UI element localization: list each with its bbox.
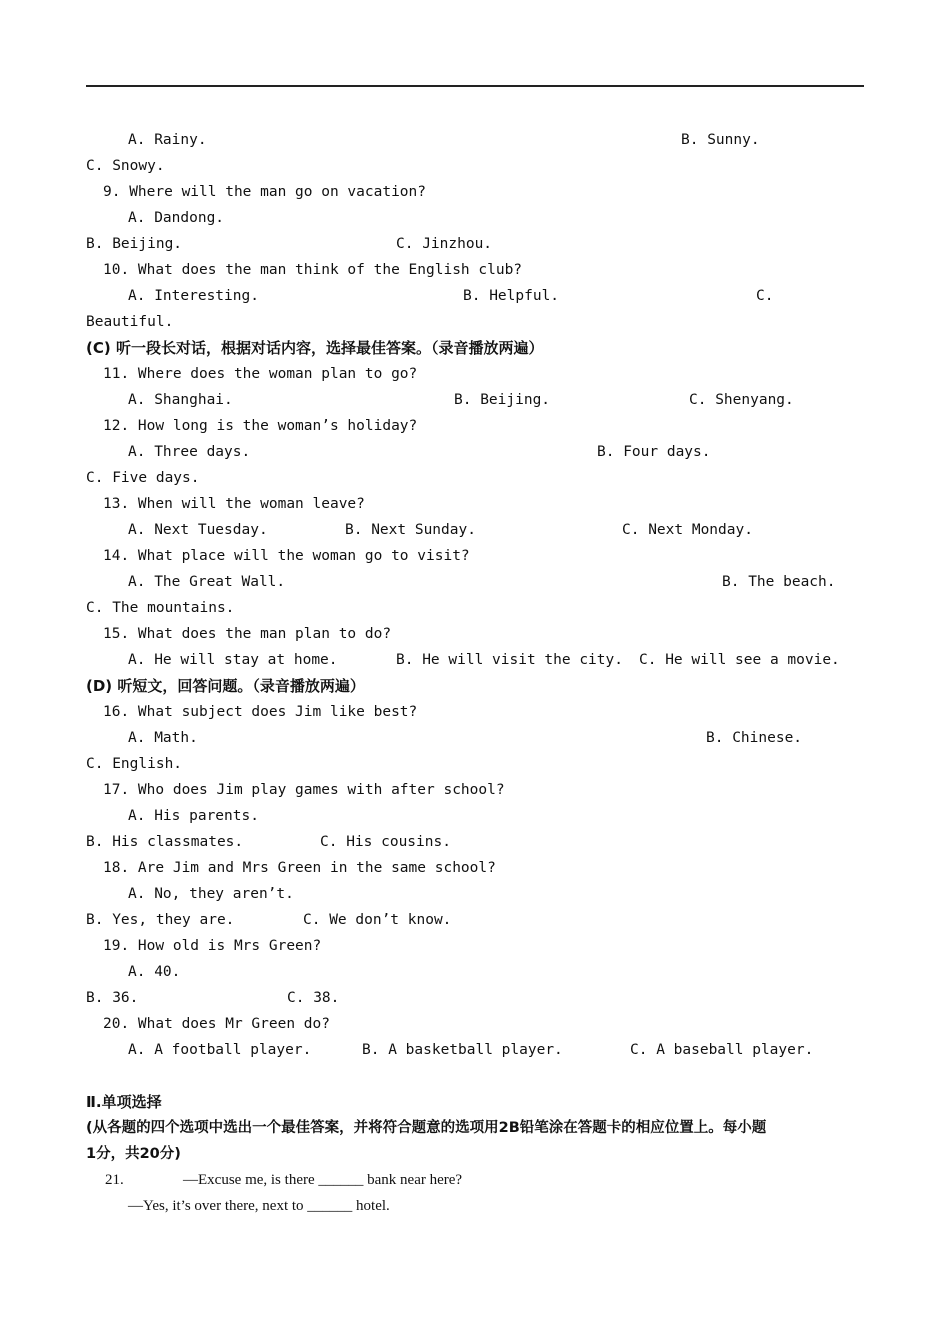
q11-option-b: B. Beijing. [454,392,551,408]
q11-stem: 11. Where does the woman plan to go? [103,366,418,382]
q17-option-c: C. His cousins. [320,834,451,850]
q21-line1: —Excuse me, is there ______ bank near here? [183,1172,463,1188]
q19-option-a: A. 40. [128,964,181,980]
q12-stem: 12. How long is the woman’s holiday? [103,418,418,434]
q19-option-c: C. 38. [287,990,340,1006]
q21-line2: —Yes, it’s over there, next to ______ hotel. [128,1198,390,1214]
q16-option-b: B. Chinese. [706,730,803,746]
q20-option-a: A. A football player. [128,1042,312,1058]
q18-option-b: B. Yes, they are. [86,912,235,928]
q16-option-c: C. English. [86,756,183,772]
q15-stem: 15. What does the man plan to do? [103,626,392,642]
part2-instructions-line1: (从各题的四个选项中选出一个最佳答案，并将符合题意的选项用2B铅笔涂在答题卡的相应位置上。每小题 [86,1120,767,1136]
q8-option-a: A. Rainy. [128,132,207,148]
part2-title: Ⅱ.单项选择 [86,1093,162,1111]
q13-option-c: C. Next Monday. [622,522,753,538]
q12-option-b: B. Four days. [597,444,711,460]
q16-option-a: A. Math. [128,730,198,746]
section-c-title: (C) 听一段长对话，根据对话内容，选择最佳答案。（录音播放两遍） [86,339,544,357]
q9-option-b: B. Beijing. [86,236,183,252]
q20-stem: 20. What does Mr Green do? [103,1016,330,1032]
q13-option-a: A. Next Tuesday. [128,522,268,538]
q10-option-c-prefix: C. [756,288,774,304]
q12-option-a: A. Three days. [128,444,251,460]
q14-stem: 14. What place will the woman go to visit? [103,548,470,564]
q13-stem: 13. When will the woman leave? [103,496,365,512]
q20-option-c: C. A baseball player. [630,1042,814,1058]
q18-stem: 18. Are Jim and Mrs Green in the same school? [103,860,496,876]
q21-number: 21. [105,1172,124,1188]
q19-stem: 19. How old is Mrs Green? [103,938,322,954]
q10-option-a: A. Interesting. [128,288,259,304]
q8-option-b: B. Sunny. [681,132,760,148]
q14-option-b: B. The beach. [722,574,836,590]
q11-option-a: A. Shanghai. [128,392,233,408]
q18-option-c: C. We don’t know. [303,912,452,928]
q16-stem: 16. What subject does Jim like best? [103,704,418,720]
header-rule [86,85,864,87]
q15-option-c: C. He will see a movie. [639,652,840,668]
q15-option-a: A. He will stay at home. [128,652,338,668]
q11-option-c: C. Shenyang. [689,392,794,408]
q10-option-b: B. Helpful. [463,288,560,304]
q10-option-c-text: Beautiful. [86,314,174,330]
q9-option-c: C. Jinzhou. [396,236,493,252]
q17-option-a: A. His parents. [128,808,259,824]
q10-stem: 10. What does the man think of the English club? [103,262,523,278]
q9-option-a: A. Dandong. [128,210,225,226]
q17-option-b: B. His classmates. [86,834,244,850]
q14-option-c: C. The mountains. [86,600,235,616]
q8-option-c: C. Snowy. [86,158,165,174]
q19-option-b: B. 36. [86,990,139,1006]
q15-option-b: B. He will visit the city. [396,652,623,668]
q18-option-a: A. No, they aren’t. [128,886,294,902]
q17-stem: 17. Who does Jim play games with after school? [103,782,505,798]
q20-option-b: B. A basketball player. [362,1042,563,1058]
part2-instructions-line2: 1分，共20分) [86,1146,181,1162]
section-d-title: (D) 听短文，回答问题。（录音播放两遍） [86,677,365,695]
q9-stem: 9. Where will the man go on vacation? [103,184,427,200]
q14-option-a: A. The Great Wall. [128,574,286,590]
q12-option-c: C. Five days. [86,470,200,486]
q13-option-b: B. Next Sunday. [345,522,476,538]
